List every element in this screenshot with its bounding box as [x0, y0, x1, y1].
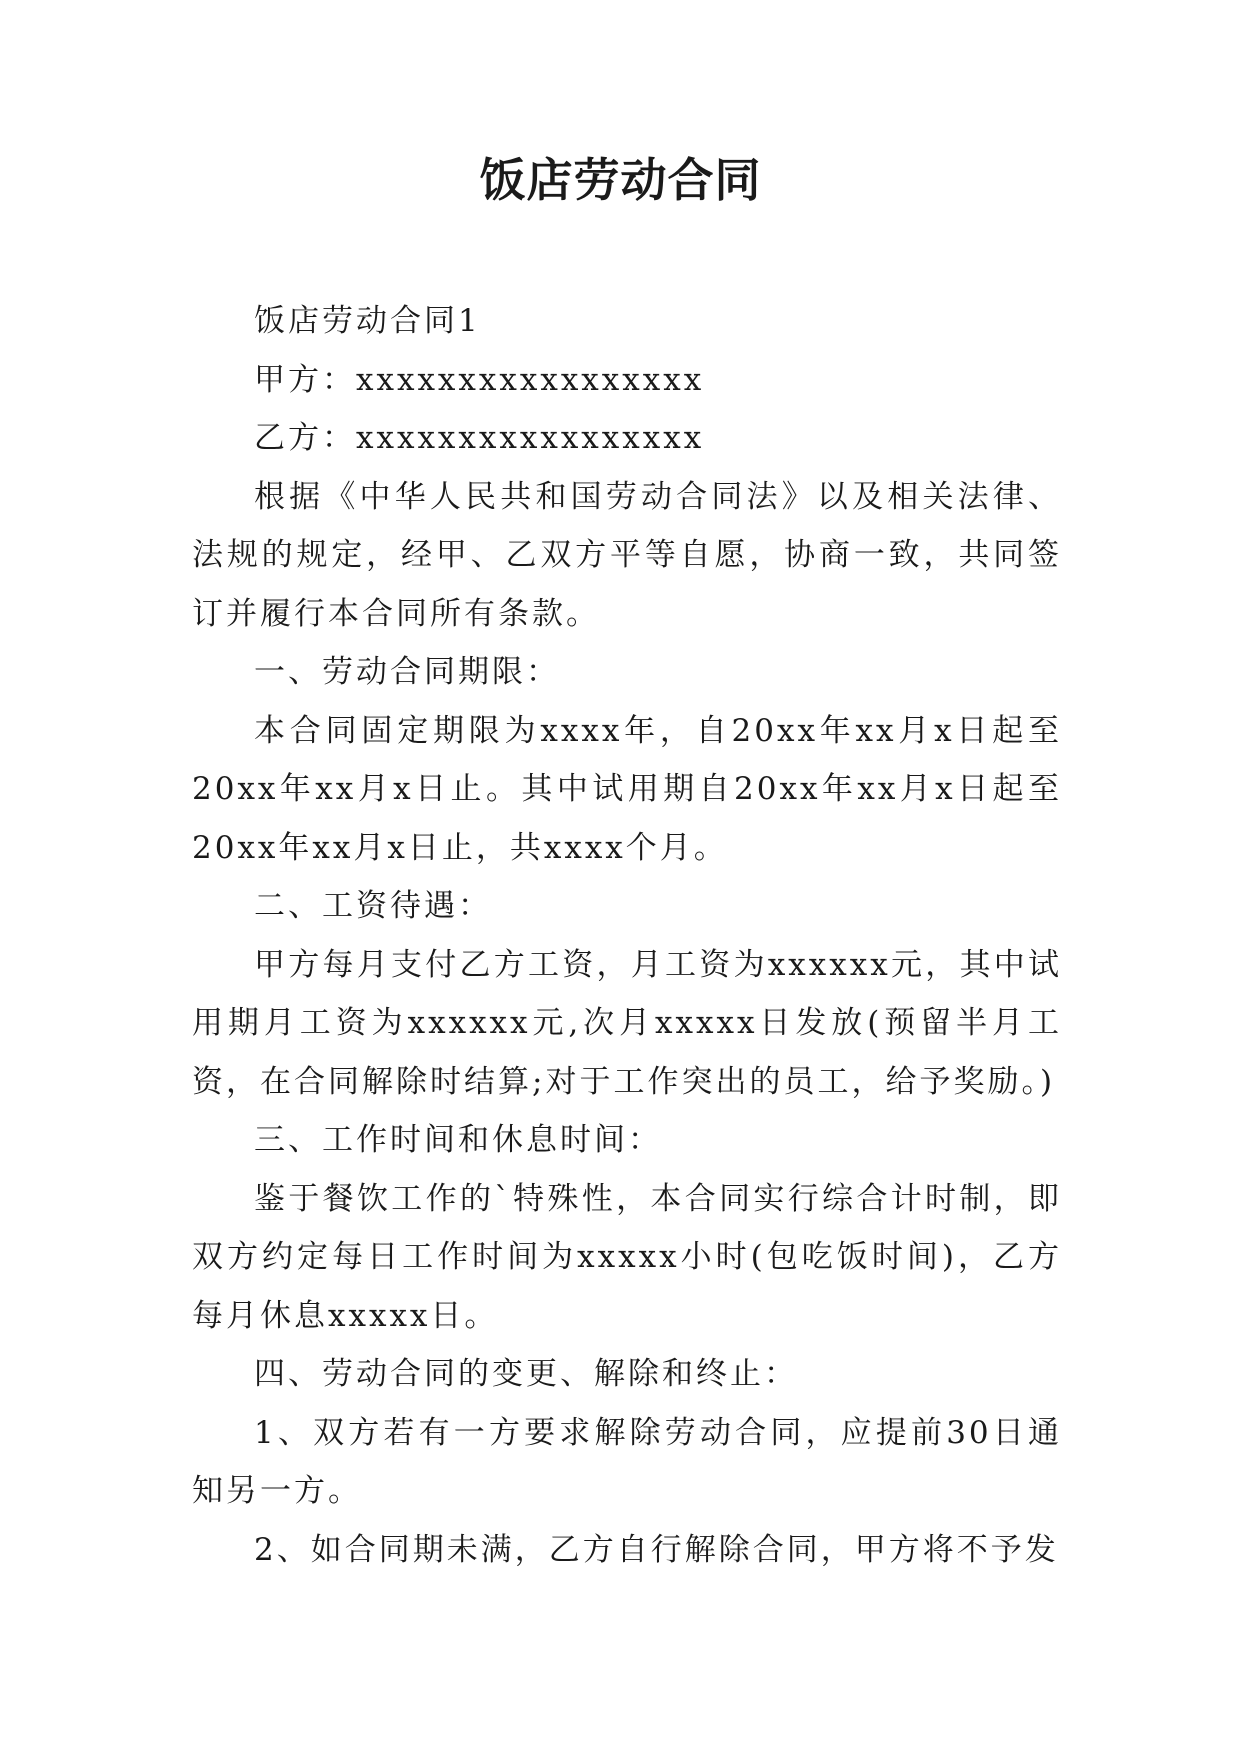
paragraph-wages: 甲方每月支付乙方工资，月工资为xxxxxx元，其中试用期月工资为xxxxxx元,次月xxxxx日发放(预留半月工资，在合同解除时结算;对于工作突出的员工，给予奖励。) — [192, 946, 1062, 1100]
paragraph-preamble: 根据《中华人民共和国劳动合同法》以及相关法律、法规的规定，经甲、乙双方平等自愿，协商一致，共同签订并履行本合同所有条款。 — [192, 478, 1062, 632]
paragraph-termination-1: 1、双方若有一方要求解除劳动合同，应提前30日通知另一方。 — [192, 1414, 1062, 1509]
paragraph-party-b: 乙方：xxxxxxxxxxxxxxxxx — [254, 420, 705, 456]
section-heading-wages: 二、工资待遇： — [254, 888, 492, 924]
section-heading-termination: 四、劳动合同的变更、解除和终止： — [254, 1356, 798, 1392]
paragraph-contract-heading: 饭店劳动合同1 — [254, 303, 481, 339]
section-heading-term: 一、劳动合同期限： — [254, 654, 560, 690]
document-body — [192, 292, 1062, 1579]
paragraph-hours: 鉴于餐饮工作的`特殊性，本合同实行综合计时制，即双方约定每日工作时间为xxxxx小时(包吃饭时间)，乙方每月休息xxxxx日。 — [192, 1180, 1062, 1334]
paragraph-termination-2: 2、如合同期未满，乙方自行解除合同，甲方将不予发 — [254, 1531, 1059, 1568]
document-title: 饭店劳动合同 — [479, 153, 762, 207]
paragraph-term: 本合同固定期限为xxxx年，自20xx年xx月x日起至20xx年xx月x日止。其中试用期自20xx年xx月x日起至20xx年xx月x日止，共xxxx个月。 — [192, 712, 1062, 866]
paragraph-party-a: 甲方：xxxxxxxxxxxxxxxxx — [254, 361, 705, 398]
section-heading-hours: 三、工作时间和休息时间： — [254, 1122, 662, 1158]
